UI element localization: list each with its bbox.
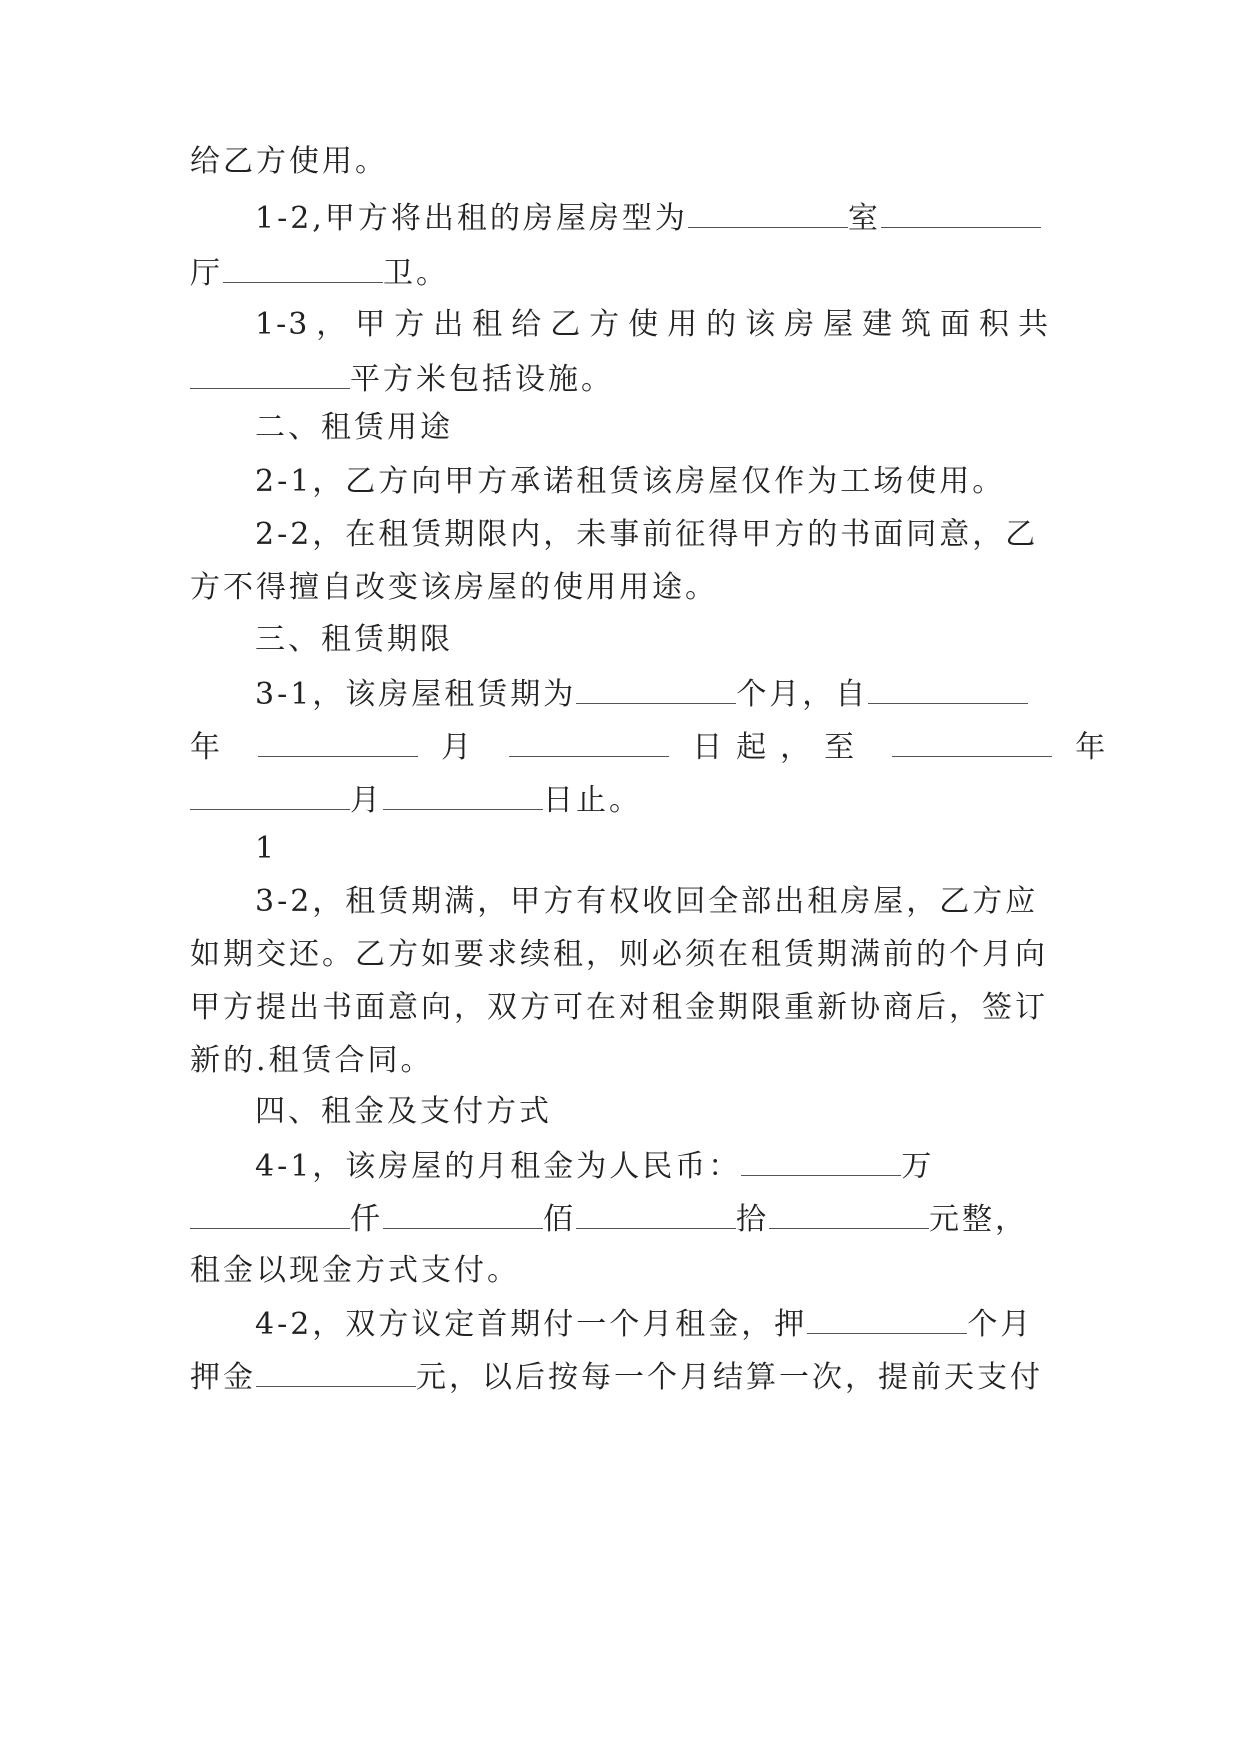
blank-field[interactable]	[258, 726, 418, 757]
blank-field[interactable]	[881, 197, 1041, 228]
clause-2-1: 2-1，乙方向甲方承诺租赁该房屋仅作为工场使用。	[255, 464, 1006, 499]
blank-field[interactable]	[509, 726, 669, 757]
clause-3-2-line2: 如期交还。乙方如要求续租，则必须在租赁期满前的个月向	[190, 937, 1048, 972]
blank-field[interactable]	[190, 358, 350, 389]
blank-field[interactable]	[807, 1303, 967, 1334]
blank-field[interactable]	[256, 1356, 416, 1387]
blank-field[interactable]	[576, 673, 736, 704]
section1-continuation: 给乙方使用。	[190, 144, 388, 179]
heading-rent: 四、租金及支付方式	[255, 1094, 552, 1129]
blank-field[interactable]	[223, 252, 383, 283]
clause-4-2-line2: 押金 元，以后按每一个月结算一次，提前天支付	[190, 1356, 1050, 1396]
clause-4-2-line1: 4-2，双方议定首期付一个月租金，押 个月	[255, 1303, 1050, 1343]
blank-field[interactable]	[769, 1198, 929, 1229]
heading-usage: 二、租赁用途	[255, 410, 453, 445]
clause-2-2-line2: 方不得擅自改变该房屋的使用用途。	[190, 570, 718, 605]
clause-1-3-line1: 1-3，甲方出租给乙方使用的该房屋建筑面积共	[255, 307, 1050, 342]
blank-field[interactable]	[383, 1198, 543, 1229]
clause-3-1-line2: 年 月 日起，至 年	[190, 726, 1050, 766]
blank-field[interactable]	[868, 673, 1028, 704]
clause-4-1-line3: 租金以现金方式支付。	[190, 1253, 520, 1288]
clause-4-1-line1: 4-1，该房屋的月租金为人民币： 万	[255, 1145, 1050, 1185]
clause-3-1-line1: 3-1，该房屋租赁期为 个月，自	[255, 673, 1050, 713]
blank-field[interactable]	[383, 779, 543, 810]
blank-field[interactable]	[892, 726, 1052, 757]
blank-field[interactable]	[741, 1145, 901, 1176]
blank-field[interactable]	[688, 197, 848, 228]
clause-1-2-line1: 1-2,甲方将出租的房屋房型为 室	[255, 197, 1050, 237]
clause-1-3-line2: 平方米包括设施。	[190, 358, 1050, 398]
blank-field[interactable]	[190, 1198, 350, 1229]
blank-field[interactable]	[190, 779, 350, 810]
clause-3-2-line3: 甲方提出书面意向，双方可在对租金期限重新协商后，签订	[190, 990, 1048, 1025]
clause-4-1-line2: 仟 佰 拾 元整，	[190, 1198, 1050, 1238]
clause-2-2-line1: 2-2，在租赁期限内，未事前征得甲方的书面同意，乙	[255, 517, 1039, 552]
clause-1-2-line2: 厅 卫。	[190, 252, 1050, 292]
blank-field[interactable]	[576, 1198, 736, 1229]
clause-3-1-line3: 月 日止。	[190, 779, 1050, 819]
page-number: 1	[255, 831, 278, 866]
clause-3-2-line1: 3-2，租赁期满，甲方有权收回全部出租房屋，乙方应	[255, 884, 1039, 919]
heading-term: 三、租赁期限	[255, 622, 453, 657]
clause-3-2-line4: 新的.租赁合同。	[190, 1043, 434, 1078]
